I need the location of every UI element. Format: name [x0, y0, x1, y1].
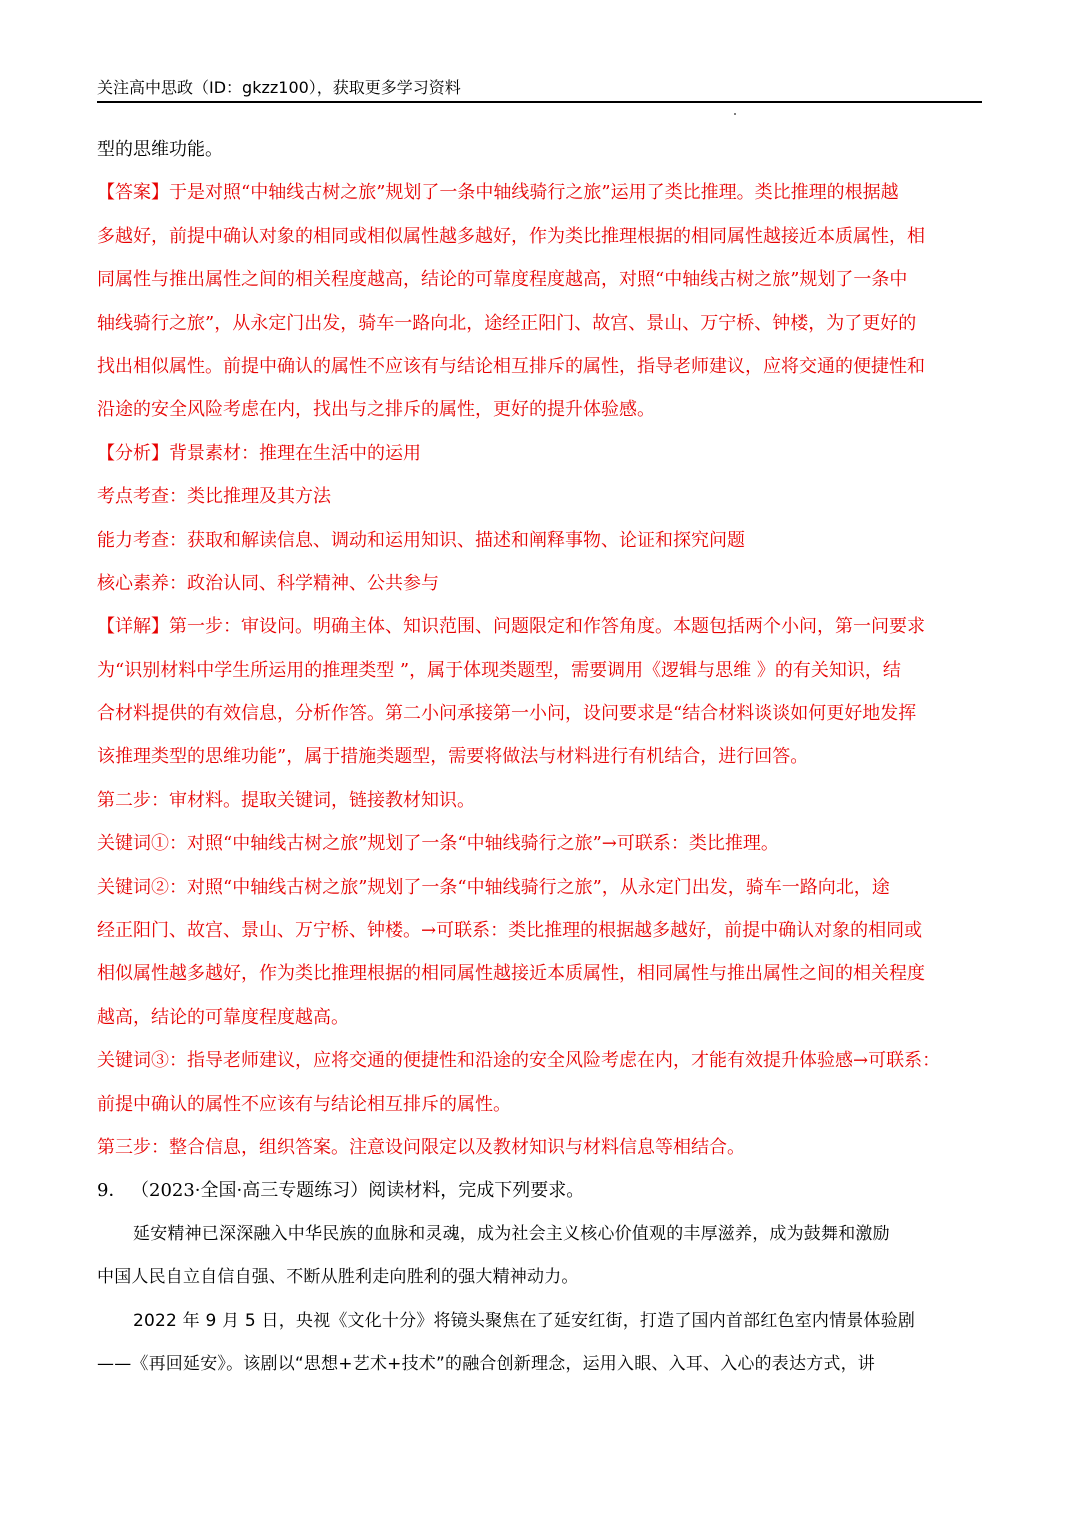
question-number: 9．: [97, 1180, 127, 1202]
explanation-line: 为“识别材料中学生所运用的推理类型 ”，属于体现类题型，需要调用《逻辑与思维 》的有关知识，结: [97, 659, 901, 681]
explanation-line: 关键词②：对照“中轴线古树之旅”规划了一条“中轴线骑行之旅”，从永定门出发，骑车一路向北，途: [97, 876, 890, 898]
analysis-line: 【分析】背景素材：推理在生活中的运用: [97, 442, 421, 464]
page-content: [97, 128, 977, 1386]
answer-line: 沿途的安全风险考虑在内，找出与之排斥的属性，更好的提升体验感。: [97, 399, 655, 421]
question-text: （2023·全国·高三专题练习）阅读材料，完成下列要求。: [131, 1180, 585, 1202]
explanation-line: 合材料提供的有效信息，分析作答。第二小问承接第一小问，设问要求是“结合材料谈谈如何更好地发挥: [97, 703, 917, 725]
explanation-line: 第三步：整合信息，组织答案。注意设问限定以及教材知识与材料信息等相结合。: [97, 1136, 745, 1158]
explanation-line: 第二步：审材料。提取关键词，链接教材知识。: [97, 789, 475, 811]
text-line: 型的思维功能。: [97, 139, 223, 160]
explanation-line: 前提中确认的属性不应该有与结论相互排斥的属性。: [97, 1093, 511, 1115]
answer-line: 【答案】于是对照“中轴线古树之旅”规划了一条中轴线骑行之旅”运用了类比推理。类比推理的根据越: [97, 182, 899, 204]
explanation-line: 关键词③：指导老师建议，应将交通的便捷性和沿途的安全风险考虑在内，才能有效提升体验感→可联系：: [97, 1050, 941, 1072]
explanation-line: 【详解】第一步：审设问。明确主体、知识范围、问题限定和作答角度。本题包括两个小问，第一问要求: [97, 616, 925, 638]
page-header: 关注高中思政（ID：gkzz100），获取更多学习资料: [97, 76, 982, 103]
material-line: ——《再回延安》。该剧以“思想+艺术+技术”的融合创新理念，运用入眼、入耳、入心的表达方式，讲: [97, 1353, 876, 1374]
answer-section: [97, 171, 977, 431]
material-line: 延安精神已深深融入中华民族的血脉和灵魂，成为社会主义核心价值观的丰厚滋养，成为鼓舞和激励: [133, 1223, 890, 1244]
question-heading: [97, 1169, 977, 1212]
analysis-line: 考点考查：类比推理及其方法: [97, 486, 331, 508]
analysis-line: 核心素养：政治认同、科学精神、公共参与: [97, 572, 439, 594]
answer-line: 找出相似属性。前提中确认的属性不应该有与结论相互排斥的属性，指导老师建议，应将交通的便捷性和: [97, 355, 925, 377]
answer-line: 轴线骑行之旅”，从永定门出发，骑车一路向北，途经正阳门、故宫、景山、万宁桥、钟楼，为了更好的: [97, 312, 917, 334]
explanation-line: 越高，结论的可靠度程度越高。: [97, 1006, 349, 1028]
explanation-line: 该推理类型的思维功能”，属于措施类题型，需要将做法与材料进行有机结合，进行回答。: [97, 746, 809, 768]
explanation-line: 相似属性越多越好，作为类比推理根据的相同属性越接近本质属性，相同属性与推出属性之间的相关程度: [97, 963, 925, 985]
answer-line: 同属性与推出属性之间的相关程度越高，结论的可靠度程度越高，对照“中轴线古树之旅”规划了一条中: [97, 269, 908, 291]
analysis-section: [97, 432, 977, 606]
explanation-line: 关键词①：对照“中轴线古树之旅”规划了一条“中轴线骑行之旅”→可联系：类比推理。: [97, 833, 779, 855]
explanation-line: 经正阳门、故宫、景山、万宁桥、钟楼。→可联系：类比推理的根据越多越好，前提中确认对象的相同或: [97, 920, 923, 942]
material-line: 中国人民自立自信自强、不断从胜利走向胜利的强大精神动力。: [97, 1267, 579, 1288]
answer-line: 多越好，前提中确认对象的相同或相似属性越多越好，作为类比推理根据的相同属性越接近本质属性，相: [97, 225, 925, 247]
material-section: [97, 1213, 977, 1387]
explanation-section: [97, 605, 977, 1169]
decorative-dot: [734, 113, 736, 115]
analysis-line: 能力考查：获取和解读信息、调动和运用知识、描述和阐释事物、论证和探究问题: [97, 529, 745, 551]
material-line: 2022 年 9 月 5 日，央视《文化十分》将镜头聚焦在了延安红街，打造了国内首部红色室内情景体验剧: [133, 1310, 916, 1331]
